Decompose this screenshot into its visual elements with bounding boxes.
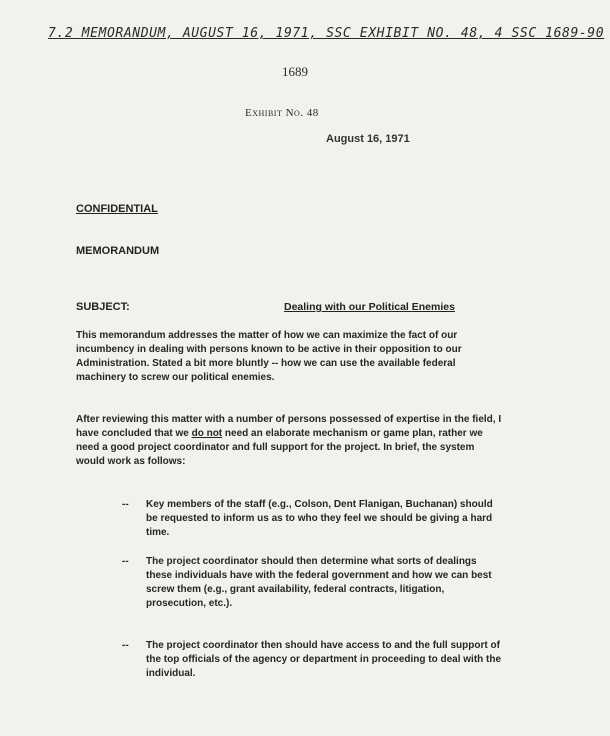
body-paragraph-2: [76, 413, 506, 469]
subject-label: SUBJECT:: [76, 301, 130, 313]
paragraph-2-emphasis: do not: [191, 428, 223, 439]
memo-date: August 16, 1971: [326, 133, 410, 145]
paragraph-2-text-start: After reviewing this matter with a number of persons possessed of expertise in the field, I have concluded that we: [76, 414, 502, 439]
classification-label: CONFIDENTIAL: [76, 203, 158, 215]
bullet-dash: --: [122, 556, 129, 567]
bullet-text: The project coordinator should then determine what sorts of dealings these individuals have with the federal government and how we can best screw them (e.g., grant availability, federal contracts, litigation, prosecution, etc.).: [146, 556, 492, 609]
subject-text: Dealing with our Political Enemies: [284, 301, 455, 313]
document-type-label: MEMORANDUM: [76, 245, 160, 257]
bullet-text: The project coordinator then should have access to and the full support of the top officials of the agency or department in proceeding to deal with the individual.: [146, 640, 502, 679]
bullet-item: [122, 498, 502, 540]
bullet-item: [122, 555, 502, 611]
page-number: 1689: [282, 64, 308, 79]
document-reference-header: 7.2 MEMORANDUM, AUGUST 16, 1971, SSC EXHIBIT NO. 48, 4 SSC 1689-90: [48, 26, 605, 41]
body-paragraph-1: This memorandum addresses the matter of how we can maximize the fact of our incumbency in dealing with persons known to be active in their opposition to our Administration. Stated a bit more bluntly -- how we can use the available federal machinery to screw our political enemies.: [76, 330, 462, 383]
exhibit-label: Exhibit No. 48: [245, 107, 319, 119]
bullet-text: Key members of the staff (e.g., Colson, Dent Flanigan, Buchanan) should be requested to inform us as to who they feel we should be giving a hard time.: [146, 499, 493, 538]
bullet-dash: --: [122, 499, 129, 510]
bullet-dash: --: [122, 640, 129, 651]
paragraph-2-text-end: need an elaborate mechanism or game plan, rather we need a good project coordinator and full support for the project. In brief, the system would work as follows:: [76, 428, 483, 467]
bullet-item: [122, 639, 502, 681]
